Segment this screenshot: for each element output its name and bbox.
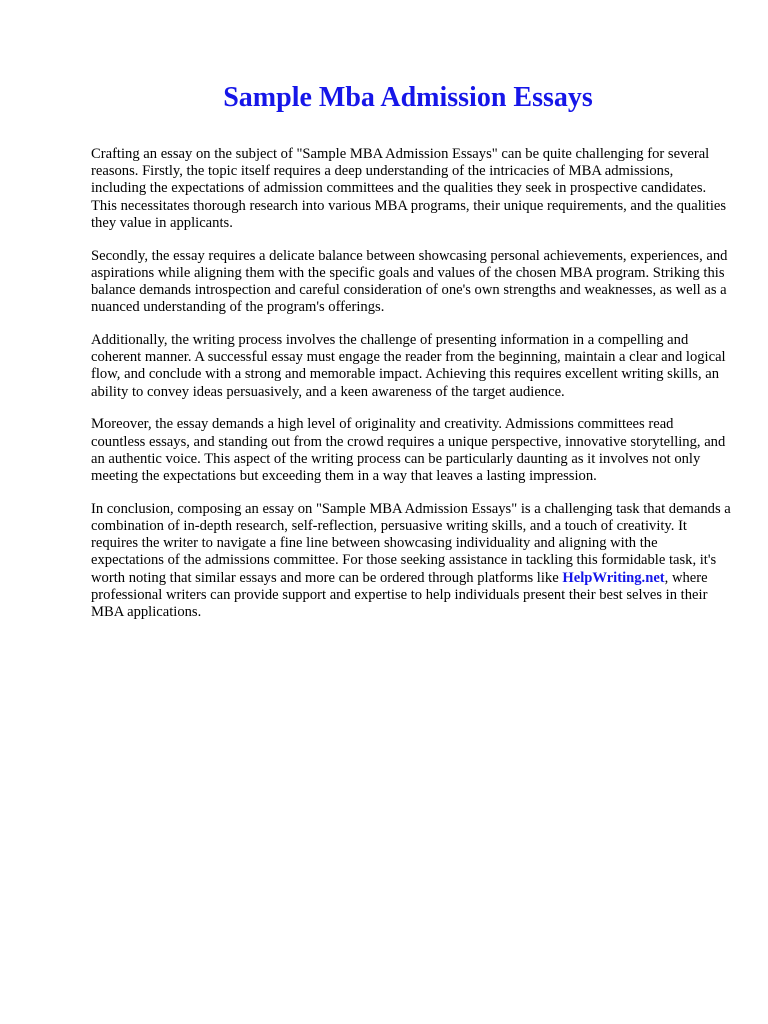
paragraph-3: Additionally, the writing process involves the challenge of presenting information in a compelling and coherent manner. A successful essay must engage the reader from the beginning, maintain a clear and logical flow, and conclude with a strong and memorable impact. Achieving this requires excellent writing skills, an ability to convey ideas persuasively, and a keen awareness of the target audience.: [91, 332, 726, 400]
helpwriting-link[interactable]: HelpWriting.net: [562, 569, 665, 586]
conclusion-text-before-link: In conclusion, composing an essay on "Sample MBA Admission Essays" is a challenging task that demands a combination of in-depth research, self-reflection, persuasive writing skills, and a touch of creativity. It requires the writer to navigate a fine line between showcasing individuality and aligning with the expectations of the admissions committee. For those seeking assistance in tackling this formidable task, it's worth noting that similar essays and more can be ordered through platforms like: [91, 500, 731, 586]
paragraph-1: Crafting an essay on the subject of "Sample MBA Admission Essays" can be quite challenging for several reasons. Firstly, the topic itself requires a deep understanding of the intricacies of MBA admissions, including the expectations of admission committees and the qualities they seek in prospective candidates. This necessitates thorough research into various MBA programs, their unique requirements, and the qualities they value in applicants.: [91, 146, 727, 231]
paragraph-2: Secondly, the essay requires a delicate balance between showcasing personal achievements, experiences, and aspirations while aligning them with the specific goals and values of the chosen MBA program. Striking this balance demands introspection and careful consideration of one's own strengths and weaknesses, as well as a nuanced understanding of the program's offerings.: [91, 247, 728, 316]
page-title: Sample Mba Admission Essays: [223, 82, 593, 113]
paragraph-4: Moreover, the essay demands a high level of originality and creativity. Admissions committees read countless essays, and standing out from the crowd requires a unique perspective, innovative storytelling, and an authentic voice. This aspect of the writing process can be particularly daunting as it involves not only meeting the expectations but exceeding them in a way that leaves a lasting impression.: [91, 416, 726, 485]
conclusion-text-after-link: , where professional writers can provide support and expertise to help individuals present their best selves in their MBA applications.: [91, 569, 708, 621]
document-body: [91, 146, 731, 637]
paragraph-conclusion: [91, 501, 731, 621]
